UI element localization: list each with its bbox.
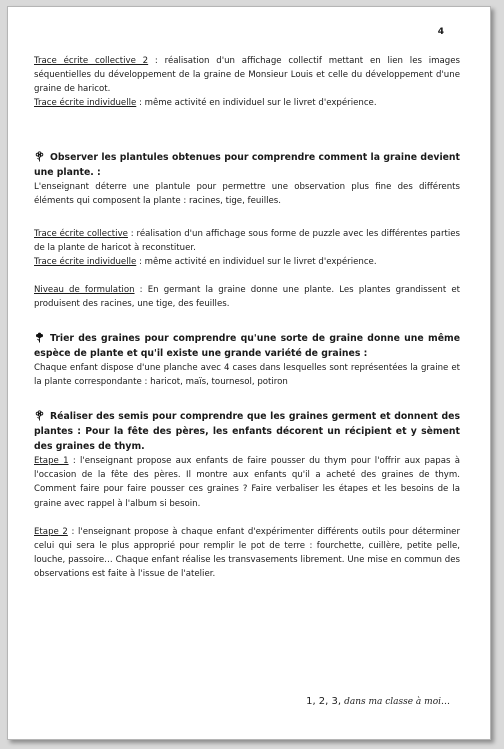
section-text-observe: L'enseignant déterre une plantule pour permettre une observation plus fine des différents éléments qui composent la plante : racines, tige, feuilles. bbox=[34, 182, 460, 207]
footer-signature bbox=[306, 696, 450, 707]
footer-text: dans ma classe à moi… bbox=[344, 697, 450, 707]
trace-individual-paragraph bbox=[34, 96, 460, 110]
trace-individual-text: : même activité en individuel sur le livret d'expérience. bbox=[136, 98, 377, 109]
formulation-label: Niveau de formulation bbox=[34, 284, 135, 295]
trace-puzzle-label: Trace écrite collective bbox=[34, 228, 128, 239]
flower-icon bbox=[34, 409, 45, 421]
trace-puzzle-individual-label: Trace écrite individuelle bbox=[34, 256, 137, 267]
step2-label: Etape 2 bbox=[34, 526, 68, 537]
trace-collective-paragraph bbox=[34, 54, 460, 96]
trace-collective-text: : réalisation d'un affichage collectif mettant en lien les images séquentielles du développement de la graine de Monsieur Louis et celle du développement d'une graine de haricot. bbox=[34, 56, 460, 95]
section-text-sort: Chaque enfant dispose d'une planche avec 4 cases dans lesquelles sont représentées la graine et la plante correspondante : haricot, maïs, tournesol, potiron bbox=[34, 363, 460, 388]
trace-puzzle-individual-paragraph: Trace écrite individuelle : même activité en individuel sur le livret d'expérience. bbox=[34, 256, 377, 267]
section-heading-sort: Trier des graines pour comprendre qu'une sorte de graine donne une même espèce de plante et qu'il existe une grande variété de graines : bbox=[34, 333, 460, 360]
trace-individual-label: Trace écrite individuelle bbox=[34, 98, 137, 109]
document-body bbox=[34, 54, 460, 581]
trace-collective-label: Trace écrite collective 2 bbox=[34, 56, 149, 66]
trace-puzzle-paragraph: Trace écrite collective : réalisation d'un affichage sous forme de puzzle avec les différentes parties de la plante de haricot à reconstituer. bbox=[34, 228, 461, 253]
flower-icon bbox=[34, 331, 45, 343]
formulation-paragraph: Niveau de formulation : En germant la graine donne une plante. Les plantes grandissent et produisent des racines, une tige, des feuilles. bbox=[34, 284, 460, 309]
page-number: 4 bbox=[437, 27, 444, 37]
document-page bbox=[7, 6, 491, 740]
step2-paragraph: Etape 2 : l'enseignant propose à chaque enfant d'expérimenter différents outils pour déterminer celui qui sera le plus approprié pour remplir le pot de terre : fourchette, cuillère, petite pelle, louche, passoire… Chaque enfant réalise les transvasements librement. Une mise en commun des observations est faite à l'issue de l'atelier. bbox=[34, 526, 460, 579]
step1-paragraph: Etape 1 : l'enseignant propose aux enfants de faire pousser du thym pour l'offrir aux papas à l'occasion de la fête des pères. Il montre aux enfants qu'il a acheté des graines de thym. Comment faire pour faire pousser ces graines ? Faire verbaliser les étapes et les besoins de la graine avec rappel à l'album si besoin. bbox=[34, 456, 460, 509]
section-heading-observe: Observer les plantules obtenues pour comprendre comment la graine devient une plante. : bbox=[34, 152, 460, 179]
section-heading-sow: Réaliser des semis pour comprendre que les graines germent et donnent des plantes : Pour la fête des pères, les enfants décorent un récipient et y sèment des graines de thym. bbox=[34, 411, 460, 453]
step1-label: Etape 1 bbox=[34, 456, 69, 467]
footer-numbers: 1, 2, 3, bbox=[306, 696, 342, 707]
flower-icon bbox=[34, 150, 45, 162]
